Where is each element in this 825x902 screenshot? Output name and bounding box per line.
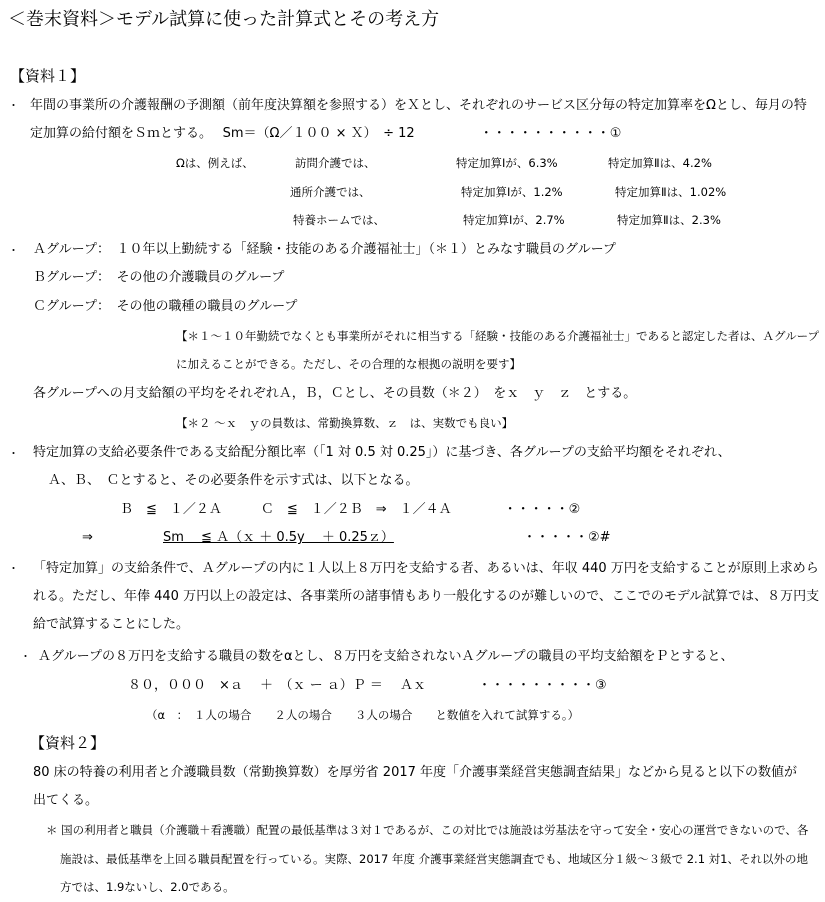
omega-label: Ωは、例えば、 bbox=[176, 156, 254, 170]
equation-3-note: （α ： １人の場合 ２人の場合 ３人の場合 と数値を入れて試算する。） bbox=[146, 708, 580, 722]
bullet-marker: ・ bbox=[8, 447, 19, 460]
rate-row-3-service: 特養ホームでは、 bbox=[293, 213, 385, 227]
special-addition-line3: 給で試算することにした。 bbox=[33, 617, 190, 632]
note2-line: 【＊２ ～ｘ ｙの員数は、常勤換算数、ｚ は、実数でも良い】 bbox=[176, 416, 514, 430]
section2-note-line1: ＊ 国の利用者と職員（介護職＋看護職）配置の最低基準は３対１であるが、この対比では施設は労基法を守って安全・安心の運営できないので、各 bbox=[46, 823, 809, 837]
formula1-text-line2: 定加算の給付額をＳｍとする。 Sm＝（Ω／１００ × Ｘ） ÷ 12 ・・・・・・・・・・① bbox=[30, 126, 622, 141]
special-addition-line1: 「特定加算」の支給条件で、Ａグループの内に１人以上８万円を支給する者、あるいは、年収 440 万円を支給することが原則上求めら bbox=[33, 561, 819, 576]
note1-line2: に加えることができる。ただし、その合理的な根拠の説明を要す】 bbox=[176, 357, 521, 371]
section2-paragraph-line2: 出てくる。 bbox=[33, 793, 99, 808]
rate-row-2-service: 通所介護では、 bbox=[290, 185, 371, 199]
bullet-marker: ・ bbox=[8, 244, 19, 257]
rate-row-2-rate1: 特定加算Ⅰが、1.2% bbox=[461, 185, 563, 199]
equation-3: ８０，０００ ×ａ ＋ （ｘ ー ａ）Ｐ ＝ Ａｘ ・・・・・・・・・③ bbox=[128, 678, 607, 693]
bullet-marker: ・ bbox=[20, 650, 31, 663]
rate-row-1-rate2: 特定加算Ⅱは、4.2% bbox=[608, 156, 712, 170]
rate-row-2-rate2: 特定加算Ⅱは、1.02% bbox=[615, 185, 727, 199]
special-addition-line2: れる。ただし、年俸 440 万円以上の設定は、各事業所の諸事情もあり一般化するのが難しいので、ここでのモデル試算では、８万円支 bbox=[33, 589, 820, 604]
rate-row-3-rate1: 特定加算Ⅰが、2.7% bbox=[463, 213, 565, 227]
rate-row-1-rate1: 特定加算Ⅰが、6.3% bbox=[456, 156, 558, 170]
section2-paragraph-line1: 80 床の特養の利用者と介護職員数（常勤換算数）を厚労省 2017 年度「介護事業経営実態調査結果」などから見ると以下の数値が bbox=[33, 765, 798, 780]
condition-line1: 特定加算の支給必要条件である支給配分額比率（「1 対 0.5 対 0.25」）に基づき、各グループの支給平均額をそれぞれ、 bbox=[33, 445, 731, 460]
bullet-marker: ・ bbox=[8, 562, 19, 575]
equation-2: Ｂ ≦ １／２Ａ Ｃ ≦ １／２Ｂ ⇒ １／４Ａ ・・・・・② bbox=[120, 502, 581, 517]
implies-arrow: ⇒ bbox=[82, 530, 93, 545]
section2-heading: 【資料２】 bbox=[30, 734, 106, 752]
equation-2b: Sm ≦ Ａ（ｘ ＋ 0.5y ＋ 0.25ｚ） bbox=[163, 530, 394, 545]
rate-row-1-service: 訪問介護では、 bbox=[295, 156, 376, 170]
section2-note-line2: 施設は、最低基準を上回る職員配置を行っている。実際、2017 年度 介護事業経営実態調査でも、地域区分１級～３級で 2.1 対1、それ以外の地 bbox=[60, 852, 808, 866]
section2-note-line3: 方では、1.9ないし、2.0である。 bbox=[60, 880, 235, 894]
rate-row-3-rate2: 特定加算Ⅱは、2.3% bbox=[617, 213, 721, 227]
equation-2b-marker: ・・・・・②# bbox=[523, 530, 611, 545]
group-a-definition: Ａグループ： １０年以上勤続する「経験・技能のある介護福祉士」（＊１）とみなす職員のグループ bbox=[33, 242, 616, 257]
group-average-line: 各グループへの月支給額の平均をそれぞれＡ，Ｂ，Ｃとし、その員数（＊２） をｘ ｙ ｚ とする。 bbox=[33, 386, 637, 401]
condition-line2: Ａ、Ｂ、 Ｃとすると、その必要条件を示す式は、以下となる。 bbox=[48, 473, 419, 488]
page-title: ＜巻末資料＞モデル試算に使った計算式とその考え方 bbox=[8, 9, 440, 30]
alpha-definition-line: Ａグループの８万円を支給する職員の数をαとし、８万円を支給されないＡグループの職員の平均支給額をＰとすると、 bbox=[38, 649, 734, 664]
formula1-text-line1: 年間の事業所の介護報酬の予測額（前年度決算額を参照する）をＸとし、それぞれのサービス区分毎の特定加算率をΩとし、毎月の特 bbox=[30, 98, 807, 113]
group-b-definition: Ｂグループ： その他の介護職員のグループ bbox=[33, 270, 285, 285]
note1-line1: 【＊１～１０年勤続でなくとも事業所がそれに相当する「経験・技能のある介護福祉士」であると認定した者は、Ａグループ bbox=[176, 329, 820, 343]
section1-heading: 【資料１】 bbox=[10, 67, 86, 85]
group-c-definition: Ｃグループ： その他の職種の職員のグループ bbox=[33, 299, 298, 314]
bullet-marker: ・ bbox=[8, 99, 19, 112]
